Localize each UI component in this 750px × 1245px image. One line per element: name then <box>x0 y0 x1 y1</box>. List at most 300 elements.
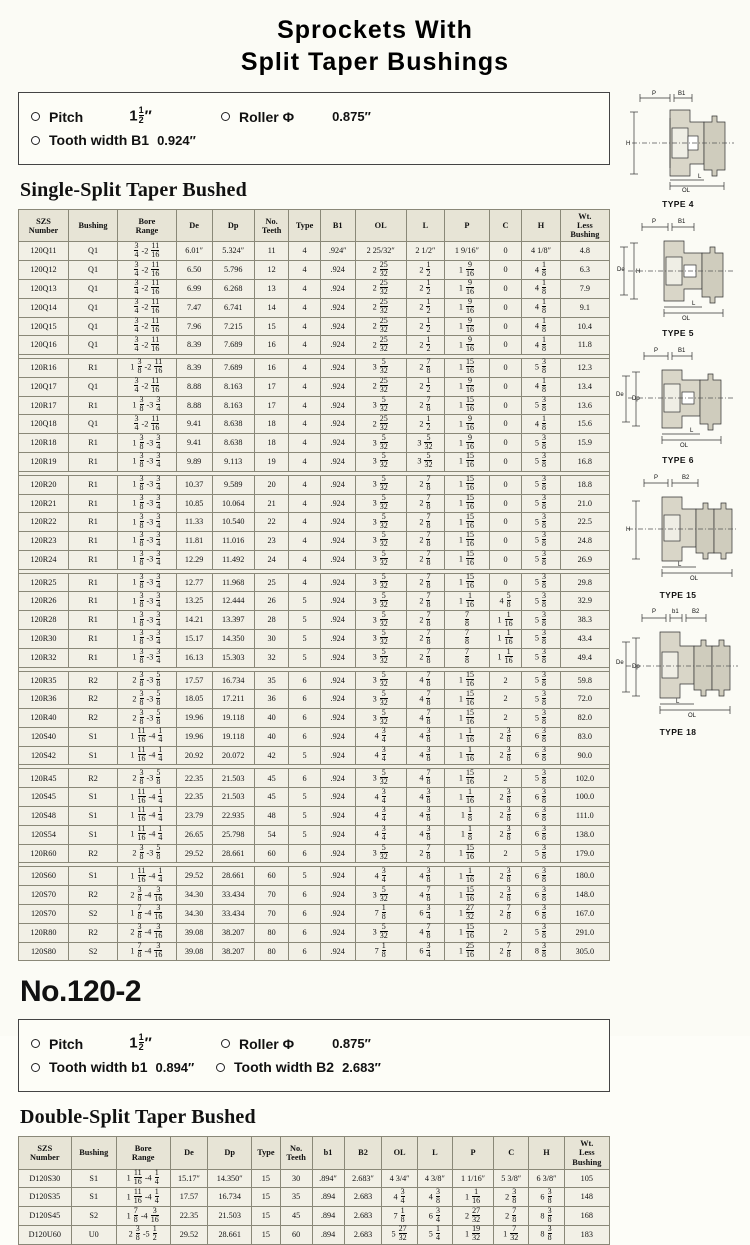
bullet-icon <box>31 1039 40 1048</box>
table-cell: 2 $\frac{3}{8}$ <box>489 788 521 807</box>
table-row <box>19 807 610 826</box>
table-cell: R2 <box>68 671 117 690</box>
figure-caption: TYPE 6 <box>662 455 694 465</box>
column-header: P <box>453 1137 494 1169</box>
table-cell: 22.5 <box>560 513 609 532</box>
table-cell: 35 <box>280 1188 312 1207</box>
table-cell: D120S30 <box>19 1169 72 1188</box>
table-cell: 45 <box>254 788 289 807</box>
table-cell: 4 $\frac{1}{8}$ <box>522 377 560 396</box>
table-row <box>19 242 610 261</box>
column-header: C <box>494 1137 529 1169</box>
table-cell: 8.638 <box>212 434 254 453</box>
table-cell: 2 $\frac{3}{8}$ -3 $\frac{5}{8}$ <box>118 671 176 690</box>
table-cell: S1 <box>71 1188 116 1207</box>
table-cell: 7.9 <box>560 279 609 298</box>
pitch-num: 1 <box>138 105 144 115</box>
table-cell: 3 $\frac{5}{32}$ <box>355 434 406 453</box>
table-cell: 3 $\frac{5}{32}$ <box>355 648 406 667</box>
column-header: H <box>529 1137 564 1169</box>
table-cell: R1 <box>68 648 117 667</box>
table-cell: 0 <box>489 298 521 317</box>
table-cell: 4 $\frac{3}{4}$ <box>355 807 406 826</box>
table-cell: 11.968 <box>212 573 254 592</box>
table-cell: 4 <box>289 513 320 532</box>
table-cell: 26 <box>254 592 289 611</box>
table-cell: D120S35 <box>19 1188 72 1207</box>
table-cell: 19.118 <box>212 709 254 728</box>
table-cell: 3 $\frac{5}{32}$ <box>355 396 406 415</box>
table-cell: 13.397 <box>212 611 254 630</box>
label-Dp: Dp <box>632 396 640 402</box>
figure-type-5 <box>612 215 744 338</box>
table-cell: 0 <box>489 573 521 592</box>
table-cell: 2 $\frac{7}{8}$ <box>489 904 521 923</box>
table-cell: 3 $\frac{5}{32}$ <box>355 709 406 728</box>
table-cell: 72.0 <box>560 690 609 709</box>
table-cell: 4 <box>289 336 320 355</box>
table-cell: Q1 <box>68 415 117 434</box>
table-cell: 20 <box>254 475 289 494</box>
table-cell: 15 <box>252 1207 281 1226</box>
table-cell: 25 <box>254 573 289 592</box>
table-cell: 1 $\frac{15}{16}$ <box>445 709 490 728</box>
table-cell: 1 $\frac{3}{8}$ -3 $\frac{3}{4}$ <box>118 452 176 471</box>
table-cell: 19.96 <box>176 727 212 746</box>
figure-type-18 <box>612 606 744 737</box>
table-cell: 5 <box>289 788 320 807</box>
table-cell: 18 <box>254 434 289 453</box>
table-cell: 11.8 <box>560 336 609 355</box>
table-cell: 4 <box>289 377 320 396</box>
table-cell: 1 $\frac{15}{16}$ <box>445 452 490 471</box>
table-cell: 6 $\frac{3}{4}$ <box>406 904 444 923</box>
table-cell: $\frac{3}{4}$ -2 $\frac{11}{16}$ <box>118 242 176 261</box>
table-cell: $\frac{7}{8}$ <box>445 611 490 630</box>
table-cell: 5 $\frac{3}{8}$ <box>522 513 560 532</box>
table-cell: 5 <box>289 592 320 611</box>
table-cell: 2 $\frac{7}{8}$ <box>406 475 444 494</box>
spec-tooth-width-value: 0.924″ <box>157 132 196 148</box>
table-cell: 4 <box>289 298 320 317</box>
table-cell: 4 $\frac{3}{8}$ <box>406 825 444 844</box>
table-cell: 5 <box>289 825 320 844</box>
table-cell: 2 $\frac{25}{32}$ <box>355 336 406 355</box>
table-cell: 15.303 <box>212 648 254 667</box>
table-cell: R2 <box>68 844 117 863</box>
table-cell: 11.81 <box>176 532 212 551</box>
table-cell: 16.8 <box>560 452 609 471</box>
label-L: L <box>678 562 682 568</box>
table-cell: 38.207 <box>212 942 254 961</box>
table-cell: 8.39 <box>176 336 212 355</box>
table-cell: 2 $\frac{1}{2}$ <box>406 261 444 280</box>
table-row <box>19 592 610 611</box>
table-cell: 6 $\frac{3}{8}$ <box>522 788 560 807</box>
table-cell: 4 $\frac{3}{4}$ <box>355 867 406 886</box>
table-cell: 5 $\frac{3}{8}$ <box>522 611 560 630</box>
column-header: Dp <box>212 210 254 242</box>
column-header: OL <box>355 210 406 242</box>
table-row <box>19 377 610 396</box>
table-cell: 15.17 <box>176 630 212 649</box>
table-cell: 5 $\frac{3}{8}$ <box>522 550 560 569</box>
table-cell: 4 $\frac{1}{8}$ <box>522 336 560 355</box>
table-row <box>19 298 610 317</box>
table-cell: 28.661 <box>212 867 254 886</box>
table-cell: 4 <box>289 317 320 336</box>
label-De: De <box>616 660 624 666</box>
figure-type-15 <box>612 471 744 600</box>
table-cell: 1 $\frac{3}{8}$ -3 $\frac{3}{4}$ <box>118 648 176 667</box>
table-cell: 32.9 <box>560 592 609 611</box>
table-row <box>19 825 610 844</box>
spec-tooth-width-label: Tooth width B1 <box>49 132 150 148</box>
bullet-icon <box>31 136 40 145</box>
table-cell: 1 $\frac{3}{8}$ -3 $\frac{3}{4}$ <box>118 532 176 551</box>
table-cell: D120S45 <box>19 1207 72 1226</box>
table-cell: .924 <box>320 592 355 611</box>
figure-caption: TYPE 18 <box>659 727 697 737</box>
table-cell: 120S42 <box>19 746 69 765</box>
table-cell: 120Q18 <box>19 415 69 434</box>
table-cell: 1 $\frac{9}{16}$ <box>445 415 490 434</box>
spec2-roller-value: 0.875″ <box>332 1036 371 1052</box>
table-cell: 1 $\frac{1}{16}$ <box>445 788 490 807</box>
column-header: Bushing <box>71 1137 116 1169</box>
table-cell: 6.3 <box>560 261 609 280</box>
table-cell: 0 <box>489 434 521 453</box>
table-cell: 2 $\frac{3}{8}$ -3 $\frac{5}{8}$ <box>118 769 176 788</box>
table-cell: R1 <box>68 452 117 471</box>
table-cell: 11.33 <box>176 513 212 532</box>
table-cell: .924 <box>320 573 355 592</box>
column-header: Type <box>289 210 320 242</box>
table-cell: 6 $\frac{3}{8}$ <box>522 825 560 844</box>
table-cell: 28 <box>254 611 289 630</box>
table-cell: .924 <box>320 611 355 630</box>
table-row <box>19 844 610 863</box>
table-cell: 5 <box>289 611 320 630</box>
table-cell: U0 <box>71 1226 116 1245</box>
table-cell: 4 $\frac{7}{8}$ <box>406 923 444 942</box>
table-cell: 0 <box>489 396 521 415</box>
label-Dp: Dp <box>632 664 640 670</box>
table-cell: Q1 <box>68 336 117 355</box>
table-cell: 2 $\frac{25}{32}$ <box>355 317 406 336</box>
table-cell: 2 $\frac{7}{8}$ <box>406 573 444 592</box>
pitch-whole: 1 <box>129 107 138 125</box>
table-cell: 2 $\frac{3}{8}$ <box>489 825 521 844</box>
table-cell: S2 <box>71 1207 116 1226</box>
table-cell: 120R20 <box>19 475 69 494</box>
table-cell: 2 $\frac{25}{32}$ <box>355 261 406 280</box>
table-cell: 2 $\frac{7}{8}$ <box>494 1207 529 1226</box>
table-cell: .924 <box>320 709 355 728</box>
label-H: H <box>636 269 641 275</box>
table-cell: 1 $\frac{15}{16}$ <box>445 359 490 378</box>
table-cell: 4 <box>289 452 320 471</box>
table-cell: 2 $\frac{25}{32}$ <box>355 377 406 396</box>
table-cell: 1 $\frac{7}{8}$ -4 $\frac{3}{16}$ <box>118 942 176 961</box>
table-cell: 1 $\frac{1}{16}$ <box>445 727 490 746</box>
spec-roller-label: Roller Φ <box>239 108 295 125</box>
table-cell: 2 $\frac{27}{32}$ <box>453 1207 494 1226</box>
table-row <box>19 630 610 649</box>
label-H: H <box>626 141 631 147</box>
spec-roller-value: 0.875″ <box>332 109 371 124</box>
table-cell: 2 $\frac{3}{8}$ <box>489 807 521 826</box>
table-cell: 3 $\frac{5}{32}$ <box>355 359 406 378</box>
column-header: SZS Number <box>19 1137 72 1169</box>
table-cell: 15.6 <box>560 415 609 434</box>
column-header: Bushing <box>68 210 117 242</box>
table-cell: 16.734 <box>208 1188 252 1207</box>
spec-pitch <box>31 107 221 126</box>
table-cell: 10.37 <box>176 475 212 494</box>
table-cell: 4 <box>289 261 320 280</box>
table-cell: 1 $\frac{9}{16}$ <box>445 298 490 317</box>
table-cell: 1 $\frac{9}{16}$ <box>445 377 490 396</box>
label-OL: OL <box>688 713 697 719</box>
label-b1: b1 <box>672 609 679 615</box>
table-cell: 5 $\frac{3}{8}$ <box>522 359 560 378</box>
table-cell: 12.3 <box>560 359 609 378</box>
table-cell: .894 <box>312 1188 344 1207</box>
table-cell: 34.30 <box>176 904 212 923</box>
sprocket-diagram-type-5 <box>612 215 744 327</box>
table-cell: 26.65 <box>176 825 212 844</box>
table-cell: 111.0 <box>560 807 609 826</box>
table-cell: .924 <box>320 452 355 471</box>
table-cell: 28.661 <box>212 844 254 863</box>
table-cell: 3 $\frac{5}{32}$ <box>355 886 406 905</box>
table-cell: 6.741 <box>212 298 254 317</box>
table-row <box>19 788 610 807</box>
table-cell: 120R36 <box>19 690 69 709</box>
table-row <box>19 671 610 690</box>
table-cell: 15 <box>254 317 289 336</box>
table-row <box>19 1188 610 1207</box>
table-cell: 7.96 <box>176 317 212 336</box>
pitch-den: 2 <box>138 115 144 125</box>
table-cell: $\frac{3}{4}$ -2 $\frac{11}{16}$ <box>118 317 176 336</box>
table-cell: 6 $\frac{3}{8}$ <box>522 746 560 765</box>
table-cell: 1 $\frac{15}{16}$ <box>445 475 490 494</box>
table-cell: 7 $\frac{1}{8}$ <box>355 942 406 961</box>
bullet-icon <box>221 1039 230 1048</box>
table-cell: 18.8 <box>560 475 609 494</box>
table-cell: 0 <box>489 242 521 261</box>
table-cell: 5 $\frac{3}{8}$ <box>522 671 560 690</box>
table-cell: 120R25 <box>19 573 69 592</box>
table-cell: 2 $\frac{3}{8}$ -3 $\frac{5}{8}$ <box>118 690 176 709</box>
table-cell: .924 <box>320 690 355 709</box>
table-cell: 2.683 <box>344 1226 382 1245</box>
table-row <box>19 904 610 923</box>
table-cell: 1 $\frac{3}{8}$ -3 $\frac{3}{4}$ <box>118 592 176 611</box>
table-cell: 6 <box>289 690 320 709</box>
table-cell: 6 $\frac{3}{4}$ <box>417 1207 452 1226</box>
table-cell: 19.118 <box>212 727 254 746</box>
label-B1: B1 <box>678 219 686 225</box>
table-cell: 4 $\frac{3}{8}$ <box>406 867 444 886</box>
table-row <box>19 867 610 886</box>
table-cell: 1 $\frac{11}{16}$ -4 $\frac{1}{4}$ <box>116 1169 170 1188</box>
single-split-table <box>18 209 610 961</box>
table-cell: .924 <box>320 298 355 317</box>
table-cell: 45 <box>280 1207 312 1226</box>
table-cell: 2 $\frac{3}{8}$ -4 $\frac{3}{16}$ <box>118 886 176 905</box>
spec2-b1-label: Tooth width b1 <box>49 1059 148 1076</box>
table-cell: 0 <box>489 336 521 355</box>
table-cell: 2 $\frac{1}{2}$ <box>406 298 444 317</box>
table-cell: 2 $\frac{7}{8}$ <box>406 513 444 532</box>
table-cell: 34.30 <box>176 886 212 905</box>
table-row <box>19 611 610 630</box>
table-cell: 3 $\frac{5}{32}$ <box>355 513 406 532</box>
table-cell: 5 $\frac{3}{8}$ <box>522 434 560 453</box>
table-cell: 9.1 <box>560 298 609 317</box>
table-cell: 120S48 <box>19 807 69 826</box>
table-cell: 2 <box>489 844 521 863</box>
table-cell: 2 $\frac{7}{8}$ <box>406 630 444 649</box>
table-cell: 24 <box>254 550 289 569</box>
table-cell: 1 $\frac{1}{16}$ <box>445 592 490 611</box>
column-header: Bore Range <box>116 1137 170 1169</box>
table-cell: 1 $\frac{3}{8}$ -3 $\frac{3}{4}$ <box>118 611 176 630</box>
table-cell: 120S70 <box>19 904 69 923</box>
table-cell: 1 $\frac{11}{16}$ -4 $\frac{1}{4}$ <box>118 807 176 826</box>
sprocket-diagram-type-4 <box>612 88 744 198</box>
table-cell: 3 $\frac{5}{32}$ <box>355 452 406 471</box>
table-cell: 0 <box>489 475 521 494</box>
table-cell: 40 <box>254 727 289 746</box>
label-L: L <box>692 301 696 307</box>
table-cell: 4 <box>289 434 320 453</box>
table-cell: .924 <box>320 377 355 396</box>
table-row <box>19 475 610 494</box>
table-cell: R2 <box>68 886 117 905</box>
table-row <box>19 279 610 298</box>
table-cell: 1 $\frac{3}{8}$ -2 $\frac{11}{16}$ <box>118 359 176 378</box>
table-cell: 6.268 <box>212 279 254 298</box>
table-cell: 1 $\frac{7}{8}$ -4 $\frac{3}{16}$ <box>118 904 176 923</box>
double-split-table <box>18 1136 610 1245</box>
table-cell: 18.05 <box>176 690 212 709</box>
page-title <box>0 0 750 78</box>
column-header: C <box>489 210 521 242</box>
table-cell: 2 $\frac{7}{8}$ <box>406 550 444 569</box>
table-cell: R2 <box>68 690 117 709</box>
table-cell: 38.3 <box>560 611 609 630</box>
table-cell: 2 $\frac{7}{8}$ <box>406 844 444 863</box>
table-cell: 16 <box>254 359 289 378</box>
table-cell: 120R24 <box>19 550 69 569</box>
table-cell: $\frac{3}{4}$ -2 $\frac{11}{16}$ <box>118 298 176 317</box>
table-cell: 1 $\frac{9}{16}$ <box>445 336 490 355</box>
table-cell: 4 3/8″ <box>417 1169 452 1188</box>
table-cell: 2 $\frac{3}{8}$ -4 $\frac{3}{16}$ <box>118 923 176 942</box>
table-row <box>19 396 610 415</box>
table-cell: .924 <box>320 867 355 886</box>
table-cell: 49.4 <box>560 648 609 667</box>
table-cell: 1 $\frac{3}{8}$ -3 $\frac{3}{4}$ <box>118 434 176 453</box>
table-cell: 1 $\frac{11}{16}$ -4 $\frac{1}{4}$ <box>118 727 176 746</box>
table-row <box>19 434 610 453</box>
table-cell: 1 $\frac{11}{16}$ -4 $\frac{1}{4}$ <box>118 825 176 844</box>
table-cell: 120R16 <box>19 359 69 378</box>
table-cell: 5 $\frac{3}{8}$ <box>522 769 560 788</box>
table-cell: S1 <box>68 727 117 746</box>
table-cell: 2 $\frac{7}{8}$ <box>406 611 444 630</box>
table-cell: 1 $\frac{15}{16}$ <box>445 513 490 532</box>
table-cell: 5.324″ <box>212 242 254 261</box>
table-cell: 5 $\frac{3}{8}$ <box>522 532 560 551</box>
table-cell: 8.39 <box>176 359 212 378</box>
table-cell: R1 <box>68 359 117 378</box>
table-cell: 180.0 <box>560 867 609 886</box>
pitch2-den: 2 <box>138 1042 144 1053</box>
table-cell: 26.9 <box>560 550 609 569</box>
table-cell: 2 $\frac{25}{32}$ <box>355 298 406 317</box>
table-cell: 2 $\frac{7}{8}$ <box>406 532 444 551</box>
table-cell: 48 <box>254 807 289 826</box>
table-cell: 8.638 <box>212 415 254 434</box>
column-header: Bore Range <box>118 210 176 242</box>
table-cell: $\frac{3}{4}$ -2 $\frac{11}{16}$ <box>118 377 176 396</box>
double-table-head <box>19 1137 610 1169</box>
table-cell: 3 $\frac{5}{32}$ <box>355 671 406 690</box>
table-cell: 4 $\frac{1}{8}$ <box>522 279 560 298</box>
table-cell: 4 $\frac{3}{8}$ <box>406 746 444 765</box>
table-cell: .894 <box>312 1207 344 1226</box>
table-cell: 2 $\frac{1}{2}$ <box>406 377 444 396</box>
table-row <box>19 452 610 471</box>
table-cell: 120R28 <box>19 611 69 630</box>
spec2-pitch-label: Pitch <box>49 1035 84 1052</box>
table-cell: 120R32 <box>19 648 69 667</box>
table-cell: 0 <box>489 261 521 280</box>
column-header: Wt. Less Bushing <box>564 1137 609 1169</box>
table-cell: R1 <box>68 573 117 592</box>
table-cell: 5 $\frac{3}{8}$ <box>522 452 560 471</box>
table-cell: 1 $\frac{7}{32}$ <box>494 1226 529 1245</box>
table-row <box>19 550 610 569</box>
table-cell: 1 $\frac{11}{16}$ -4 $\frac{1}{4}$ <box>118 746 176 765</box>
table-cell: 1 $\frac{15}{16}$ <box>445 844 490 863</box>
table-cell: 148.0 <box>560 886 609 905</box>
table-cell: 29.8 <box>560 573 609 592</box>
table-cell: .894 <box>312 1226 344 1245</box>
table-cell: 17 <box>254 377 289 396</box>
table-cell: 15 <box>252 1188 281 1207</box>
table-cell: 4 <box>289 279 320 298</box>
table-cell: 17.57 <box>170 1188 208 1207</box>
table-cell: 1 $\frac{3}{8}$ -3 $\frac{3}{4}$ <box>118 550 176 569</box>
table-cell: 1 $\frac{1}{16}$ <box>489 630 521 649</box>
table-cell: 179.0 <box>560 844 609 863</box>
spec2-tooth-width-b2 <box>216 1059 381 1075</box>
table-cell: 120Q12 <box>19 261 69 280</box>
table-cell: 4 <box>289 359 320 378</box>
table-cell: 8 $\frac{3}{8}$ <box>529 1207 564 1226</box>
table-cell: 1 $\frac{1}{8}$ <box>445 825 490 844</box>
spec2-tooth-width-b1 <box>31 1059 216 1075</box>
table-cell: R1 <box>68 592 117 611</box>
table-cell: 4 $\frac{3}{4}$ <box>382 1188 417 1207</box>
table-cell: 4 $\frac{3}{8}$ <box>417 1188 452 1207</box>
